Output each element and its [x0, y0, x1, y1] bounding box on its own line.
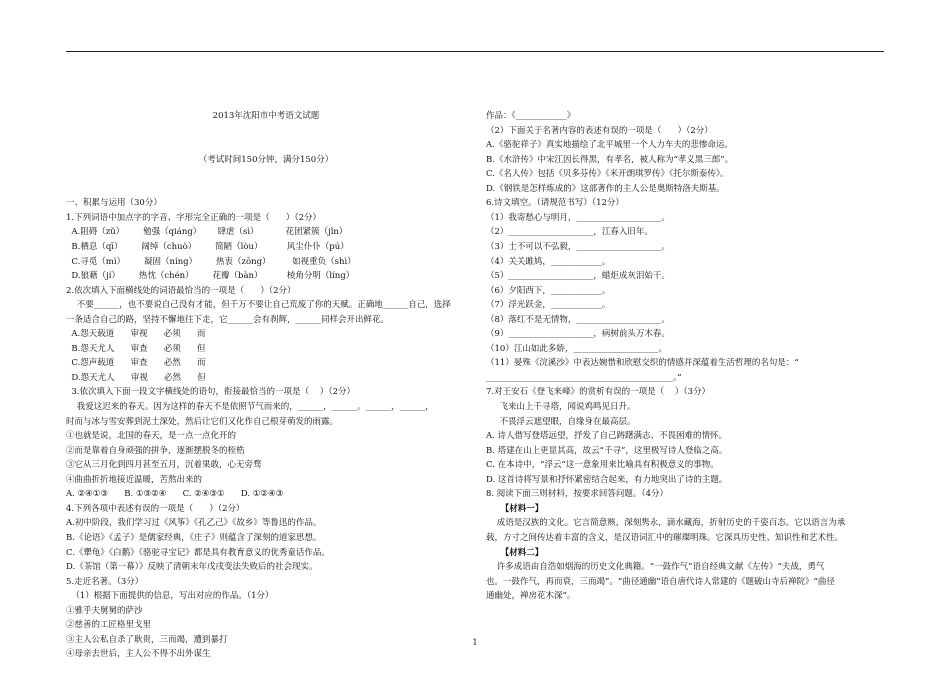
- text-line: D.《钢铁是怎样炼成的》这部著作的主人公是奥斯特洛夫斯基。: [486, 183, 725, 194]
- text-line: （5）____________________，蜡炬成灰泪始干。: [486, 271, 670, 282]
- text-line: ____________________________________________。”: [486, 372, 682, 383]
- text-line: A.《骆驼祥子》真实地描绘了北平城里一个人力车夫的悲惨命运。: [486, 140, 733, 151]
- text-line: 【材料一】: [486, 503, 544, 514]
- text-line: 3.依次填入下面一段文字横线处的语句，衔接最恰当的一项是（ ）（2分）: [66, 387, 355, 398]
- text-line: 一、积累与运用（30分）: [66, 198, 162, 209]
- text-line: 许多成语由自浩如烟海的历史文化典籍。“一鼓作气”语自经典文献《左传》“夫战，勇气: [486, 562, 825, 573]
- text-line: （11）晏殊《浣溪沙》中表达婉惜和欣慰交织的情感并深蕴着生活哲理的名句是：“: [486, 358, 799, 369]
- text-line: 2.依次填入下面横线处的词语最恰当的一项是（ ）（2分）: [66, 285, 296, 296]
- text-line: A.怨天载道 审视 必须 而: [66, 329, 206, 340]
- header-rule: [66, 51, 884, 52]
- text-line: C.寻觅（mì） 凝固（níng） 热衷（zōng） 如视重负（shì）: [66, 256, 356, 267]
- text-line: A.初中阶段，我们学习过《风筝》《孔乙己》《故乡》等鲁迅的作品。: [66, 518, 322, 529]
- text-line: A. 诗人借写登塔远望，抒发了自己踌躇满志、不畏困难的情怀。: [486, 431, 728, 442]
- text-line: A.阻碍（zǔ） 勉强（qiáng） 肆虐（sì） 花团紧簇（jǐn）: [66, 227, 348, 238]
- text-line: ③它从三月化到四月甚至五月，沉着果敢，心无旁骛: [66, 460, 262, 471]
- left-lines: [66, 196, 466, 662]
- text-line: ③主人公私自杀了耿贵，三而竭，遭到暴打: [66, 634, 228, 645]
- text-line: （3）士不可以不弘毅，____________________。: [486, 242, 670, 253]
- text-line: （4）关关雎鸠，____________。: [486, 256, 611, 267]
- text-line: B.栖息（qī） 阔绰（chuò） 简陋（lòu） 风尘仆仆（pú）: [66, 242, 349, 253]
- text-line: ①雅乎夫舅舅的萨沙: [66, 605, 143, 616]
- text-line: B. 塔建在山上更显其高，故云“千寻”，这里极写诗人登临之高。: [486, 445, 728, 456]
- text-line: D.狼藉（jí） 热忱（chén） 花瓣（bàn） 棱角分明（líng）: [66, 271, 355, 282]
- text-line: 通幽处，禅房花木深”。: [486, 591, 576, 602]
- text-line: 8. 阅读下面三则材料，按要求回答问题。（4分）: [486, 489, 668, 500]
- text-line: B.《论语》《孟子》是儒家经典，《庄子》则蕴含了深刻的道家思想。: [66, 532, 322, 543]
- text-line: C.《名人传》包括《贝多芬传》《米开朗琪罗传》《托尔斯泰传》。: [486, 169, 729, 180]
- text-line: 不要______，也不要说自己没有才能，但千万不要让自己荒废了你的天赋。正确地______自己，选择: [66, 300, 451, 311]
- text-line: ④母亲去世后，主人公不得不出外谋生: [66, 649, 211, 660]
- text-line: （6）夕阳西下，____________。: [486, 285, 611, 296]
- text-line: （1）我寄愁心与明月，____________________。: [486, 212, 670, 223]
- text-line: （9）____________________，病树前头万木春。: [486, 329, 670, 340]
- text-line: ②慈善的工匠格里戈里: [66, 620, 152, 631]
- text-line: B.怨天尤人 审查 必须 但: [66, 343, 206, 354]
- text-line: 7.对王安石《登飞来峰》的赏析有误的一项是（ ）（3分）: [486, 387, 711, 398]
- text-line: 1.下列词语中加点字的字音、字形完全正确的一项是（ ）（2分）: [66, 212, 321, 223]
- text-line: 我爱这迟来的春天。因为这样的春天不是依照节气而来的，______，______。______，______，: [66, 402, 434, 413]
- exam-subtitle: （考试时间150分钟，满分150分）: [198, 154, 334, 165]
- right-lines: [486, 109, 882, 604]
- text-line: 时而与冰与雪安葬到泥土深处，然后让它们又化作自己根芽萌发的雨露。: [66, 416, 339, 427]
- text-line: 成语是汉族的文化。它言简意赅，深刻隽永，滴水藏海，折射历史的千姿百态。它以语言为承: [486, 518, 846, 529]
- text-line: B.《水浒传》中宋江因长得黑，有孝名，被人称为“孝义黑三郎”。: [486, 154, 734, 165]
- text-line: （2）下面关于名著内容的表述有误的一项是（ ）（2分）: [486, 125, 713, 136]
- text-line: （7）浮光跃金，____________。: [486, 300, 611, 311]
- text-line: 6.诗文填空。（请规范书写）（12分）: [486, 198, 624, 209]
- right-column: [486, 80, 882, 633]
- text-line: C. 在本诗中，“浮云”这一意象用来比喻具有积极意义的事物。: [486, 460, 719, 471]
- text-line: D. 这首诗将写景和抒怀紧密结合起来，有力地突出了诗的主题。: [486, 474, 728, 485]
- text-line: 载，方寸之间传达着丰富的含义，是汉语词汇中的璀璨明珠。它深具历史性、知识性和艺术性。: [486, 532, 844, 543]
- exam-title: 2013年沈阳市中考语文试题: [212, 111, 320, 122]
- text-line: （8）落红不是无情物，____________________。: [486, 314, 670, 325]
- text-line: D.怨天尤人 审视 必然 但: [66, 372, 206, 383]
- text-line: （10）江山如此多娇，____________________。: [486, 343, 667, 354]
- text-line: 5.走近名著。（3分）: [66, 576, 144, 587]
- text-line: ②而是靠着自身顽强的拼争，逐渐摆脱冬的桎梏: [66, 445, 245, 456]
- text-line: C.《犟龟》《白鹅》《骆驼寻宝记》都是具有教育意义的优秀童话作品。: [66, 547, 330, 558]
- text-line: 4.下列各项中表述有误的一项是（ ）（2分）: [66, 503, 245, 514]
- text-line: ④曲曲折折地接近温暖，苦熬出来的: [66, 474, 203, 485]
- text-line: 一条适合自己的路，坚持不懈地往下走，它______会有刹辉，______同样会开出鲜花。: [66, 314, 390, 325]
- text-line: 作品：《____________》: [486, 111, 576, 122]
- text-line: A. ②④①③ B. ①③②④ C. ②④③① D. ①②④③: [66, 489, 284, 500]
- text-line: 不畏浮云遮望眼，自缘身在最高层。: [486, 416, 636, 427]
- text-line: D.《茶馆（第一幕）》反映了清朝末年戊戌变法失败后的社会现实。: [66, 562, 318, 573]
- text-line: C.怨声载道 审查 必然 而: [66, 358, 206, 369]
- text-line: 【材料二】: [486, 547, 544, 558]
- text-line: ①也就是说，北国的春天，是一点一点化开的: [66, 431, 237, 442]
- left-column: [66, 80, 466, 691]
- text-line: （2）____________________，江春入旧年。: [486, 227, 653, 238]
- text-line: 飞来山上千寻塔，闻说鸡鸣见日升。: [486, 402, 636, 413]
- page-number: 1: [472, 638, 478, 647]
- text-line: 也。一鼓作气，再而衰，三而竭”。“曲径通幽”语自唐代诗人常建的《题破山寺后禅院》“曲径: [486, 576, 835, 587]
- text-line: （1）根据下面提供的信息，写出对应的作品。（1分）: [66, 591, 274, 602]
